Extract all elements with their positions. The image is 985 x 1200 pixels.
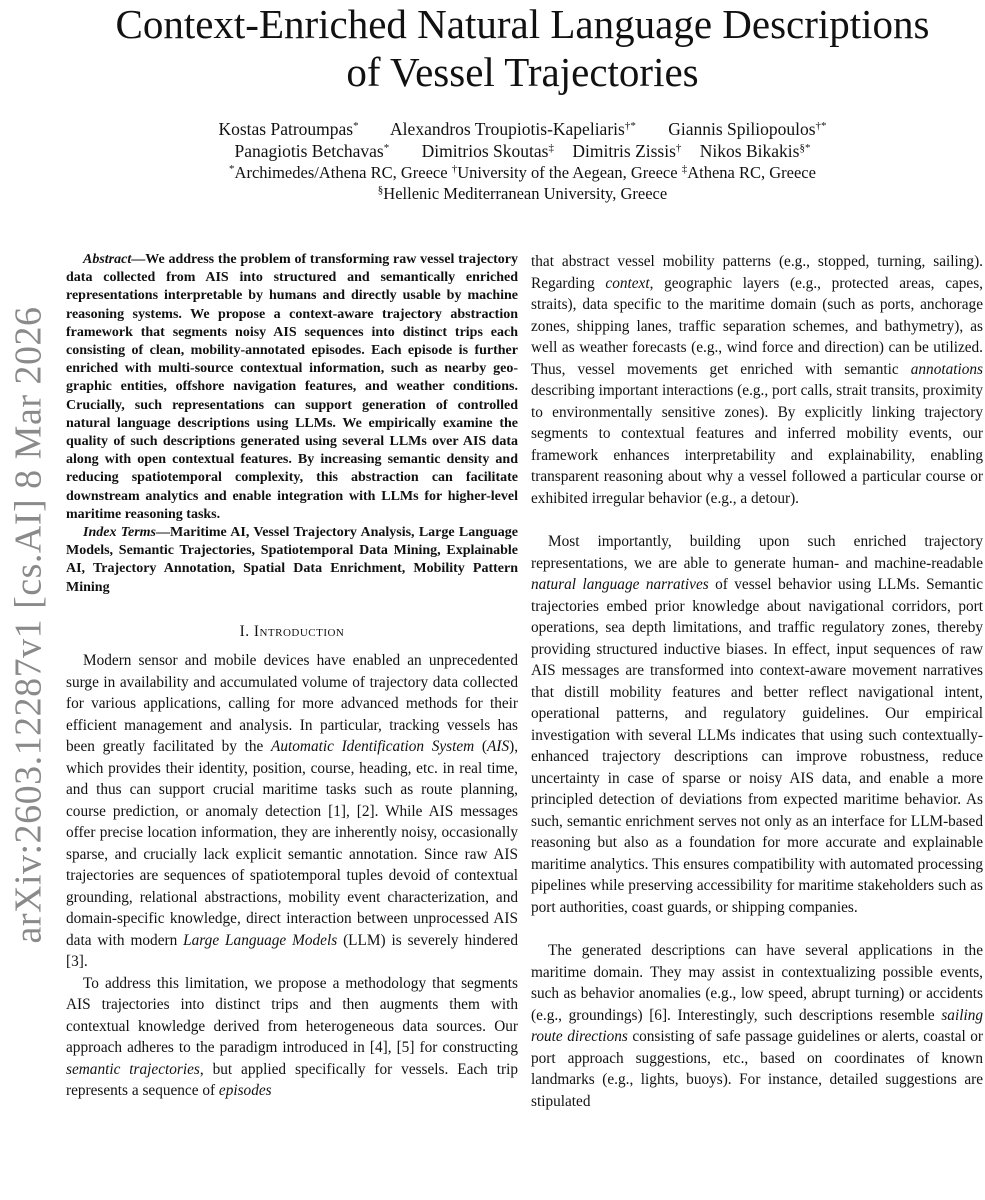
- title-line-2: of Vessel Trajectories: [346, 49, 699, 95]
- arxiv-stamp-text: arXiv:2603.12287v1 [cs.AI] 8 Mar 2026: [7, 306, 50, 944]
- affiliation: University of the Aegean, Greece: [457, 163, 678, 182]
- paragraph: The generated descriptions can have several applications in the maritime domain. They may assist in contextualizing possible events, such as behavior anomalies (e.g., low speed, abrupt turning) or accidents (e.g., groundings) [6]. Interestingly, such descriptions resemble sailing route directions consisting of safe passage guidelines or alerts, coastal or port approach suggestions, etc., based on coordinates of known landmarks (e.g., lights, buoys). For instance, detailed suggestions are stipulated: [531, 942, 983, 1110]
- author: Dimitris Zissis†: [572, 141, 682, 161]
- author-block: [60, 118, 985, 204]
- author: Nikos Bikakis§*: [699, 141, 811, 161]
- abstract-text: We address the problem of transforming raw vessel trajectory data collected from AIS into structured and semantically enriched representations interpretable by humans and directly usable by machine reasoning systems. We propose a context-aware trajectory abstraction framework that segments noisy AIS sequences into distinct trips each consisting of clean, mobility-annotated episodes. Each episode is further enriched with multi-source contextual information, such as nearby geographic entities, offshore navigation features, and weather conditions. Crucially, such representations can support generation of controlled natural language descriptions using LLMs. We empirically examine the quality of such descriptions generated using several LLMs over AIS data along with open contextual features. By increasing semantic density and reducing spatiotemporal complexity, this abstraction can facilitate downstream analytics and enable integration with LLMs for higher-level maritime reasoning tasks.: [66, 252, 518, 522]
- index-terms-label: Index Terms: [83, 525, 157, 541]
- index-terms: Index Terms—Maritime AI, Vessel Trajectory Analysis, Large Language Models, Semantic Trajectories, Spatiotemporal Data Mining, Explainable AI, Trajectory Annotation, Spatial Data Enrichment, Mobility Pattern Mining: [66, 525, 519, 595]
- arxiv-identifier-stamp: [8, 300, 48, 950]
- abstract-label: Abstract: [83, 252, 132, 267]
- paragraph: To address this limitation, we propose a methodology that segments AIS trajectories into distinct trips and then augments them with contextual knowledge derived from heterogeneous data sources. Our approach adheres to the paradigm introduced in [4], [5] for constructing semantic trajectories, but applied specifically for vessels. Each trip represents a sequence of episodes: [66, 974, 518, 1100]
- left-column: [66, 251, 518, 1102]
- author: Panagiotis Betchavas*: [234, 141, 390, 161]
- author-row-2: [60, 140, 985, 162]
- abstract: [66, 251, 518, 597]
- paragraph: Modern sensor and mobile devices have enabled an unprecedented surge in availability and accumulated volume of trajectory data collected for various applications, calling for more advanced methods for their efficient management and analysis. In particular, tracking vessels has been greatly facilitated by the Automatic Identification System (AIS), which provides their identity, position, course, heading, etc. in real time, and thus can support crucial maritime tasks such as route planning, course prediction, or anomaly detection [1], [2]. While AIS messages offer precise location information, they are inherently noisy, occasionally sparse, and crucially lack explicit semantic annotation. Since raw AIS trajectories are sequences of spatiotemporal tuples devoid of contextual grounding, relational abstractions, mobility event characterization, and domain-specific knowledge, direct interaction between unprocessed AIS data with modern Large Language Models (LLM) is severely hindered [3].: [66, 652, 519, 971]
- affiliation-row-1: *Archimedes/Athena RC, Greece †University of the Aegean, Greece ‡Athena RC, Greece: [229, 163, 816, 182]
- title-line-1: Context-Enriched Natural Language Descriptions: [115, 1, 930, 47]
- abstract-paragraph: Abstract—We address the problem of transforming raw vessel trajectory data collected from AIS into structured and semantically enriched representations interpretable by humans and directly usable by machine reasoning systems. We propose a context-aware trajectory abstraction framework that segments noisy AIS sequences into distinct trips each consisting of clean, mobility-annotated episodes. Each episode is further enriched with multi-source contextual information, such as nearby geographic entities, offshore navigation features, and weather conditions. Crucially, such representations can support generation of controlled natural language descriptions using LLMs. We empirically examine the quality of such descriptions generated using several LLMs over AIS data along with open contextual features. By increasing semantic density and reducing spatiotemporal complexity, this abstraction can facilitate downstream analytics and enable integration with LLMs for higher-level maritime reasoning tasks.: [66, 252, 518, 522]
- paper-title: [60, 0, 985, 96]
- section-heading-introduction: I. Introduction: [239, 622, 345, 640]
- author: Giannis Spiliopoulos†*: [668, 119, 827, 139]
- affiliation-row-2: §Hellenic Mediterranean University, Greece: [377, 184, 668, 203]
- author-row-1: [60, 118, 985, 140]
- index-terms-text: Maritime AI, Vessel Trajectory Analysis, Large Language Models, Semantic Trajectories, Spatiotemporal Data Mining, Explainable AI, Trajectory Annotation, Spatial Data Enrichment, Mobility Pattern Mining: [66, 525, 519, 595]
- author: Kostas Patroumpas*: [218, 119, 359, 139]
- right-column: [531, 251, 983, 1112]
- affiliation: Athena RC, Greece: [687, 163, 816, 182]
- affiliation: Hellenic Mediterranean University, Greece: [383, 184, 668, 203]
- author: Dimitrios Skoutas‡: [421, 141, 554, 161]
- author: Alexandros Troupiotis-Kapeliaris†*: [390, 119, 636, 139]
- paragraph-continued: that abstract vessel mobility patterns (e.g., stopped, turning, sailing). Regarding context, geographic layers (e.g., protected areas, capes, straits), data specific to the maritime domain (such as ports, anchorage zones, shipping lanes, traffic separation schemes, and bathymetry), as well as weather forecasts (e.g., wind force and direction) can be utilized. Thus, vessel movements get enriched with semantic annotations describing important interactions (e.g., port calls, strait transits, proximity to environmentally sensitive zones). By explicitly linking trajectory segments to contextual features and inferred mobility events, our framework enhances interpretability and explainability, enabling transparent reasoning about why a vessel followed a particular course or exhibited irregular behavior (e.g., a detour).: [531, 253, 983, 507]
- affiliation: Archimedes/Athena RC, Greece: [234, 163, 448, 182]
- paragraph: Most importantly, building upon such enriched trajectory representations, we are able to generate human- and machine-readable natural language narratives of vessel behavior using LLMs. Semantic trajectories embed prior knowledge about navigational corridors, port operations, sea depth limitations, and traffic regulatory zones, thereby providing structured inductive biases. In effect, input sequences of raw AIS messages are transformed into context-aware movement narratives that distill mobility features and better reflect navigational intent, operational patterns, and regulatory guidelines. Our empirical investigation with several LLMs indicates that using such contextually-enhanced trajectory descriptions can improve robustness, reduce uncertainty in case of sparse or noisy AIS data, and enable a more principled detection of deviations from expected maritime behavior. As such, semantic enrichment serves not only as an interface for LLM-based reasoning but also as a foundation for more accurate and explainable maritime analytics. This ensures compatibility with automated processing pipelines while preserving accessibility for maritime stakeholders such as port authorities, coast guards, or shipping companies.: [531, 533, 983, 916]
